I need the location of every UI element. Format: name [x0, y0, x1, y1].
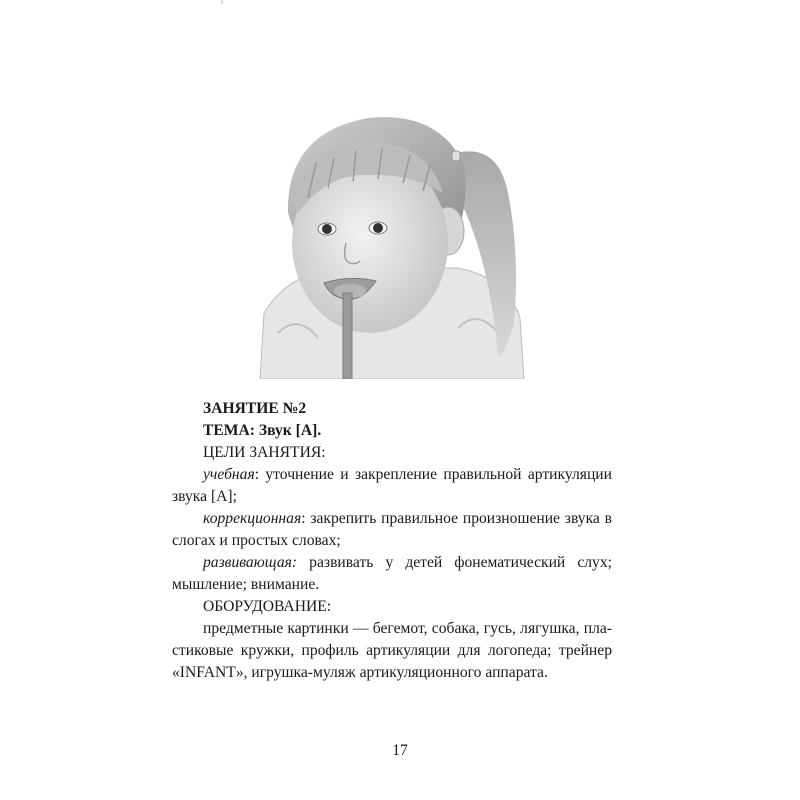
lesson-topic: ТЕМА: Звук [А].: [203, 422, 322, 439]
goal-developmental: [172, 552, 612, 596]
goal-text: развивать у детей фонематический слух; мышление; внимание.: [172, 554, 612, 593]
goals-heading: ЦЕЛИ ЗАНЯТИЯ:: [203, 444, 326, 461]
goal-text: : уточнение и закрепление правильной артикуляции звука [А];: [172, 466, 612, 505]
lesson-title: ЗАНЯТИЕ №2: [203, 400, 307, 417]
lesson-text: [172, 398, 612, 684]
goal-label: коррекционная: [203, 510, 302, 527]
scan-speck: [221, 0, 223, 4]
goal-text: : закрепить правильное произношение звука в слогах и простых словах;: [172, 510, 612, 549]
child-portrait-photo: [258, 103, 526, 379]
page-number: 17: [392, 742, 408, 759]
equipment-heading: ОБОРУДОВАНИЕ:: [203, 598, 332, 615]
equipment-text: предметные картинки — бегемот, собака, гусь, лягушка, пластиковые кружки, профиль артикуляции для логопеда; трейнер «INFANT», игрушка-муляж артикуляционного аппарата.: [172, 620, 612, 681]
goal-educational: [172, 464, 612, 508]
goal-label: учебная: [203, 466, 255, 483]
goal-correctional: [172, 508, 612, 552]
articulation-stick: [343, 293, 352, 379]
goal-label: развивающая:: [203, 554, 298, 571]
